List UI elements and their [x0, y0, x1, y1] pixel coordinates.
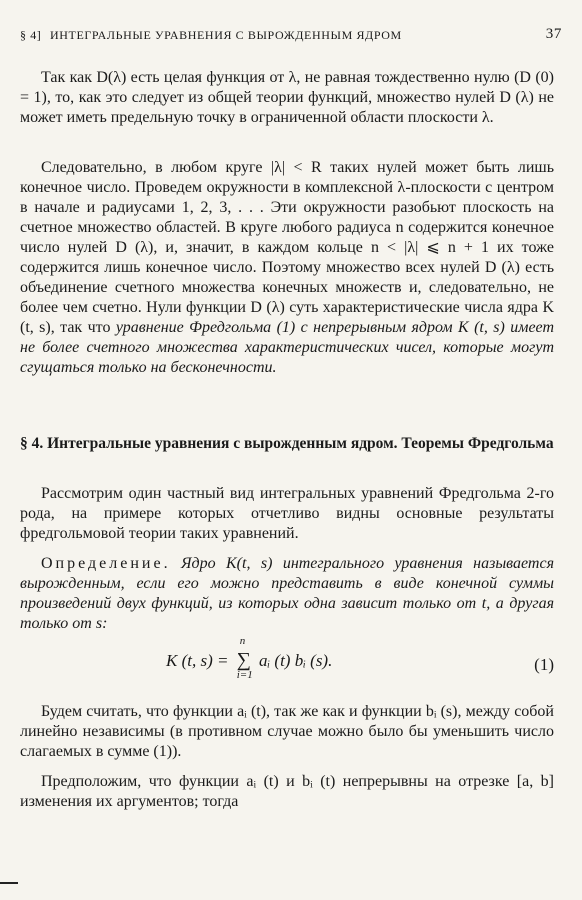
- equation-lhs: K (t, s) =: [166, 651, 229, 670]
- scan-edge-mark: [0, 882, 18, 884]
- equation-1: [20, 635, 554, 681]
- running-header: [20, 26, 562, 46]
- equation-number: (1): [534, 655, 554, 674]
- definition-label: Определение.: [41, 555, 171, 572]
- header-section-ref: § 4]: [20, 28, 42, 42]
- sum-lower-limit: i=1: [236, 669, 253, 681]
- paragraph-text: [20, 158, 554, 378]
- paragraph-text: Рассмотрим один частный вид интегральных уравнений Фредгольма 2-го рода, на примере которых отчетливо видны основные результаты фредгольмовой теории таких уравнений.: [20, 485, 554, 542]
- equation-formula: [166, 635, 333, 681]
- definition-block: [20, 554, 554, 634]
- paragraph-countable-zeros: [20, 158, 554, 378]
- definition-body: Ядро K(t, s) интегрального уравнения называется вырожденным, если его можно представить в виде конечной суммы произведений двух функций, из которых одна зависит только от t, а другая только от s:: [20, 555, 554, 632]
- paragraph-body: Следовательно, в любом круге |λ| < R таких нулей может быть лишь конечное число. Проведем окружности в комплексной λ-плоскости с центром в начале и радиусами 1, 2, 3, . . . Эти окружности разобьют плоскость на счетное множество областей. В круге любого радиуса n содержится конечное число нулей D (λ), и, значит, в каждом кольце n < |λ| ⩽ n + 1 их тоже содержится лишь конечное число. Поэтому множество всех нулей D (λ) есть объединение счетного множества конечных множеств и, следовательно, не более чем счетно. Нули функции D (λ) суть характеристические числа ядра K (t, s), так что: [20, 159, 554, 336]
- equation-rhs: aᵢ (t) bᵢ (s).: [258, 651, 333, 670]
- page-number: 37: [545, 26, 562, 42]
- sum-symbol: ∑ n i=1: [236, 635, 253, 681]
- sum-upper-limit: n: [239, 635, 246, 647]
- paragraph-text: Будем считать, что функции aᵢ (t), так же как и функции bᵢ (s), между собой линейно независимы (в противном случае можно было бы уменьшить число слагаемых в сумме (1)).: [20, 703, 554, 760]
- paragraph-continuity: [20, 772, 554, 812]
- header-title: ИНТЕГРАЛЬНЫЕ УРАВНЕНИЯ С ВЫРОЖДЕННЫМ ЯДРОМ: [50, 28, 402, 42]
- section-title: § 4. Интегральные уравнения с вырожденным ядром. Теоремы Фредгольма: [20, 435, 554, 452]
- paragraph-text: Предположим, что функции aᵢ (t) и bᵢ (t) непрерывны на отрезке [a, b] изменения их аргументов; тогда: [20, 773, 554, 810]
- section-heading: [20, 434, 554, 454]
- paragraph-text: Так как D(λ) есть целая функция от λ, не равная тождественно нулю (D (0) = 1), то, как это следует из общей теории функций, множество нулей D (λ) не может иметь предельную точку в ограниченной области плоскости λ.: [20, 69, 554, 126]
- paragraph-conclusion: уравнение Фредгольма (1) с непрерывным ядром K (t, s) имеет не более счетного множества характеристических чисел, которые могут сгущаться только на бесконечности.: [20, 319, 554, 376]
- definition-text: [20, 554, 554, 634]
- paragraph-linear-independence: [20, 702, 554, 762]
- paragraph-intro: [20, 484, 554, 544]
- paragraph-entire-function: [20, 68, 554, 128]
